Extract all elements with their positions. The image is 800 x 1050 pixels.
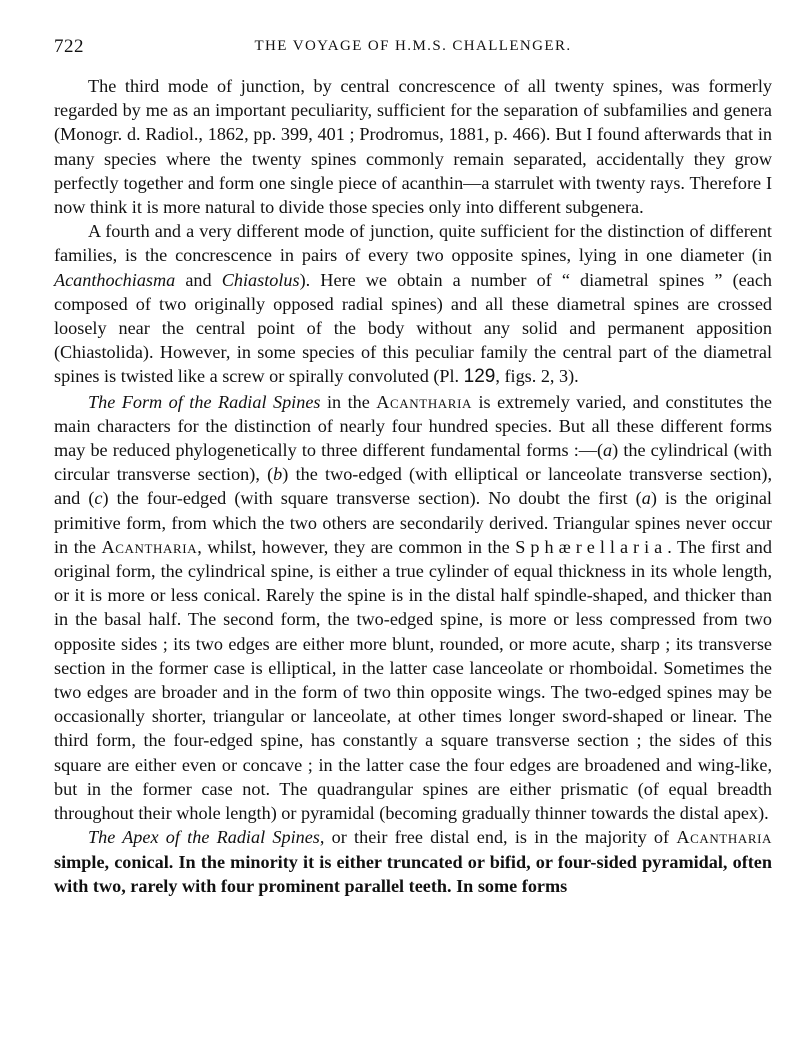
list-marker-b: b — [273, 464, 283, 485]
page-number: 722 — [54, 36, 84, 57]
section-heading-form: The Form of the Radial Spines — [88, 391, 321, 412]
section-heading-apex: The Apex of the Radial Spines — [88, 827, 320, 848]
text-run: , whilst, however, they are common in the — [197, 536, 516, 557]
text-run: . The first and original form, the cylindrical spine, is either a true cylinder of equal thickness in its whole length, or it is more or less conical. Rarely the spine is in the distal half spindle-shaped, and thicker than in the basal half. The second form, the two-edged spine, is more or less compressed from two opposite sides ; its two edges are either more blunt, rounded, or more acute, sharp ; its transverse section in the former case is elliptical, in the latter case lanceolate or rhomboidal. Sometimes the two edges are broader and in the form of two thin opposite wings. The two-edged spines may be occasionally shorter, triangular or lanceolate, at other times longer sword-shaped or linear. The third form, the four-edged spine, has constantly a square transverse section ; the sides of this square are either even or concave ; in the latter case the four edges are broadened and wing-like, but in the former case not. The quadrangular spines are either prismatic (of equal breadth throughout their whole length) or pyramidal (becoming gradually thinner towards the distal apex). — [54, 536, 772, 824]
plate-number: 129 — [463, 366, 496, 388]
genus-name-chiastolus: Chiastolus — [221, 269, 300, 290]
taxon-sphaerellaria: Sphærellaria — [515, 536, 668, 557]
list-marker-c: c — [94, 488, 103, 509]
text-run: ) the four-edged (with square transverse section). No doubt the first ( — [102, 488, 642, 509]
paragraph-text: The third mode of junction, by central concrescence of all twenty spines, was formerly regarded by me as an important peculiarity, sufficient for the separation of subfamilies and genera (Monogr. d. Radiol., 1862, pp. 399, 401 ; Prodromus, 1881, p. 466). But I found afterwards that in many species where the twenty spines commonly remain separated, accidentally they grow perfectly together and form one single piece of acanthin—a starrulet with twenty rays. Therefore I now think it is more natural to divide those species only into different subgenera. — [54, 76, 772, 218]
text-run: is extremely varied, and constitutes the main characters for the distinction of nearly four hundred species. But all these different forms may be reduced phylogenetically to three different fundamental forms :—( — [54, 391, 772, 461]
document-page — [54, 36, 772, 898]
taxon-acantharia: Acantharia — [376, 391, 472, 412]
paragraph-apex-of-radial-spines — [54, 825, 772, 898]
text-run: ). Here we obtain a number of “ diametral spines ” (each composed of two originally opposed radial spines) and all these diametral spines are crossed loosely near the central point of the body without any solid and permanent apposition (Chiastolida). However, in some species of this peculiar family the central part of the diametral spines is twisted like a screw or spirally convoluted (Pl. — [54, 269, 772, 387]
text-run: in the — [320, 391, 377, 412]
paragraph-form-of-radial-spines — [54, 390, 772, 826]
paragraph-fourth-mode-junction — [54, 219, 772, 389]
paragraph-third-mode-junction — [54, 74, 772, 219]
text-run: ) the cylindrical (with circular transverse section), ( — [54, 440, 772, 485]
body-text — [54, 74, 772, 898]
text-run: , or their free distal end, is in the majority of — [319, 827, 677, 848]
text-run: ) is the original primitive form, from which the two others are secondarily derived. Triangular spines never occur in the — [54, 488, 772, 557]
text-run: A fourth and a very different mode of junction, quite sufficient for the distinction of different families, is the concrescence in pairs of every two opposite spines, lying in one diameter (in — [54, 221, 772, 266]
running-head: THE VOYAGE OF H.M.S. CHALLENGER. — [254, 38, 572, 54]
text-run: ) the two-edged (with elliptical or lanceolate transverse section), and ( — [54, 464, 772, 509]
genus-name-acanthochiasma: Acanthochiasma — [54, 269, 176, 290]
list-marker-a: a — [603, 440, 613, 461]
text-run: and — [175, 269, 222, 290]
taxon-acantharia: Acantharia — [676, 827, 773, 848]
list-marker-a: a — [641, 488, 651, 509]
taxon-acantharia: Acantharia — [101, 536, 198, 557]
text-run: , figs. 2, 3). — [495, 366, 579, 387]
page-header — [54, 36, 772, 64]
text-run: simple, conical. In the minority it is either truncated or bifid, or four-sided pyramidal, often with two, rarely with four prominent parallel teeth. In some forms — [54, 851, 772, 896]
